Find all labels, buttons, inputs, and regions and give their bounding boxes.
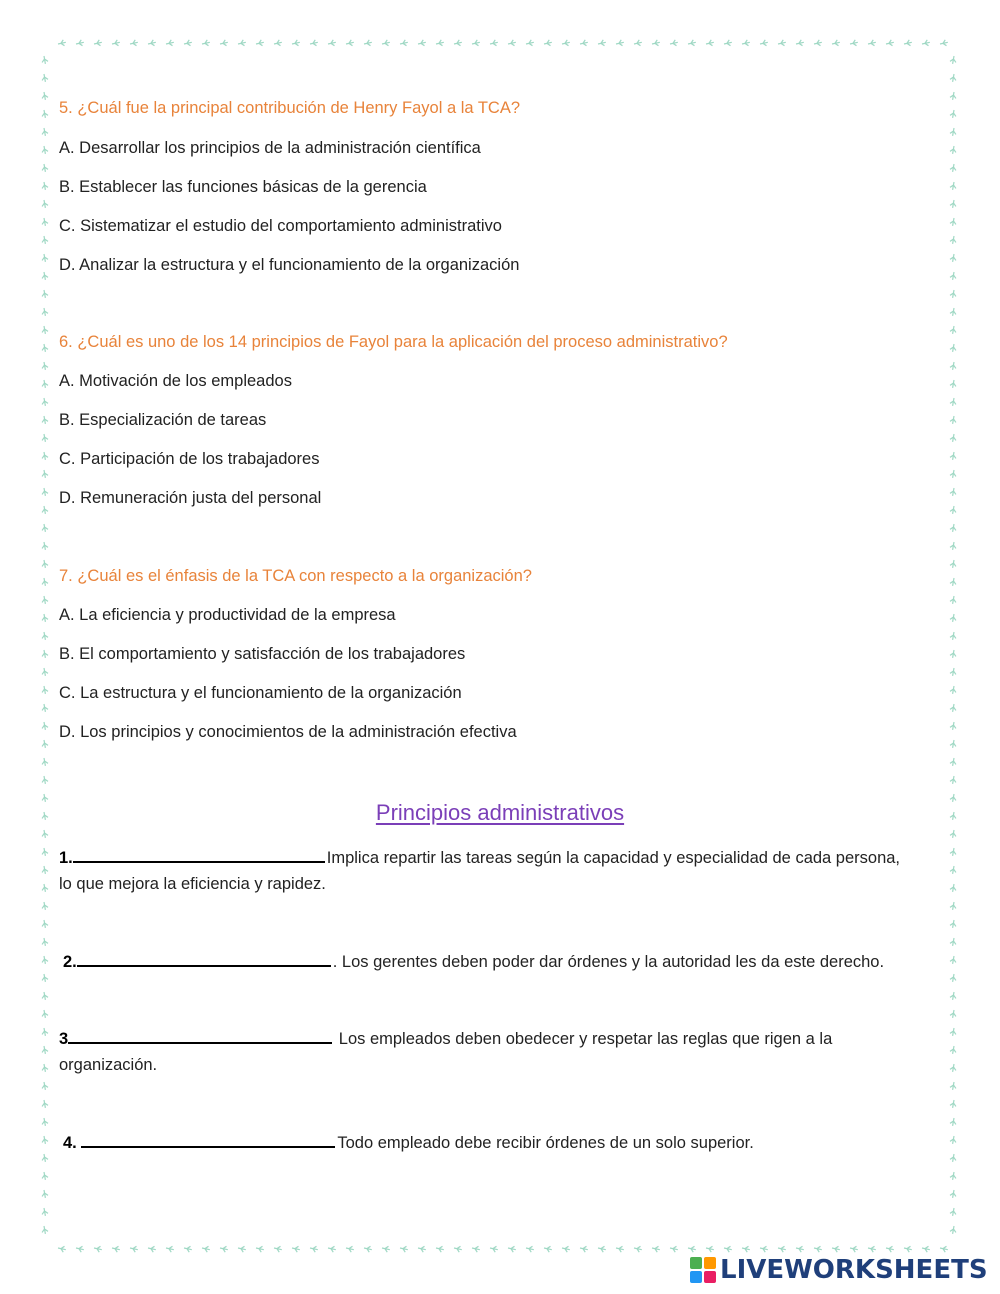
option-a[interactable]: A. Desarrollar los principios de la administración científica xyxy=(59,139,481,157)
answer-blank-2[interactable] xyxy=(77,951,331,967)
fill-item-3 xyxy=(59,1026,939,1078)
option-b[interactable]: B. Especialización de tareas xyxy=(59,411,267,429)
item-text: Todo empleado debe recibir órdenes de un solo superior. xyxy=(337,1134,754,1152)
item-text: Los empleados deben obedecer y respetar las reglas que rigen a la xyxy=(334,1030,833,1048)
item-text-continued: lo que mejora la eficiencia y rapidez. xyxy=(59,875,326,893)
option-d[interactable]: D. Remuneración justa del personal xyxy=(59,489,322,507)
fill-item-4 xyxy=(63,1130,943,1156)
option-d[interactable]: D. Los principios y conocimientos de la administración efectiva xyxy=(59,723,517,741)
item-text-continued: organización. xyxy=(59,1056,158,1074)
answer-blank-4[interactable] xyxy=(81,1132,335,1148)
question-title: 6. ¿Cuál es uno de los 14 principios de Fayol para la aplicación del proceso administrativo? xyxy=(59,333,728,351)
item-text: Implica repartir las tareas según la capacidad y especialidad de cada persona, xyxy=(326,849,901,867)
option-b[interactable]: B. El comportamiento y satisfacción de los trabajadores xyxy=(59,645,466,663)
logo-text: LIVEWORKSHEETS xyxy=(720,1255,988,1285)
fill-item-1 xyxy=(59,845,939,897)
logo-block-e xyxy=(704,1271,716,1283)
option-a[interactable]: A. La eficiencia y productividad de la empresa xyxy=(59,606,396,624)
option-b[interactable]: B. Establecer las funciones básicas de la gerencia xyxy=(59,178,427,196)
section-title: Principios administrativos xyxy=(375,800,625,825)
item-number: 3 xyxy=(59,1030,69,1048)
answer-blank-3[interactable] xyxy=(68,1028,332,1044)
item-number: 4. xyxy=(63,1134,77,1152)
item-number: 2. xyxy=(63,953,77,971)
logo-block-l xyxy=(690,1257,702,1269)
item-text: . Los gerentes deben poder dar órdenes y la autoridad les da este derecho. xyxy=(332,953,885,971)
option-c[interactable]: C. La estructura y el funcionamiento de la organización xyxy=(59,684,462,702)
logo-blocks-icon xyxy=(690,1257,716,1283)
logo-block-i xyxy=(704,1257,716,1269)
question-title: 7. ¿Cuál es el énfasis de la TCA con respecto a la organización? xyxy=(59,567,532,585)
option-a[interactable]: A. Motivación de los empleados xyxy=(59,372,292,390)
option-c[interactable]: C. Participación de los trabajadores xyxy=(59,450,320,468)
logo-block-v xyxy=(690,1271,702,1283)
liveworksheets-logo[interactable] xyxy=(690,1253,988,1287)
option-c[interactable]: C. Sistematizar el estudio del comportamiento administrativo xyxy=(59,217,502,235)
fill-item-2 xyxy=(63,949,943,975)
item-number: 1. xyxy=(59,849,73,867)
answer-blank-1[interactable] xyxy=(73,847,325,863)
question-title: 5. ¿Cuál fue la principal contribución de Henry Fayol a la TCA? xyxy=(59,99,521,117)
option-d[interactable]: D. Analizar la estructura y el funcionamiento de la organización xyxy=(59,256,520,274)
